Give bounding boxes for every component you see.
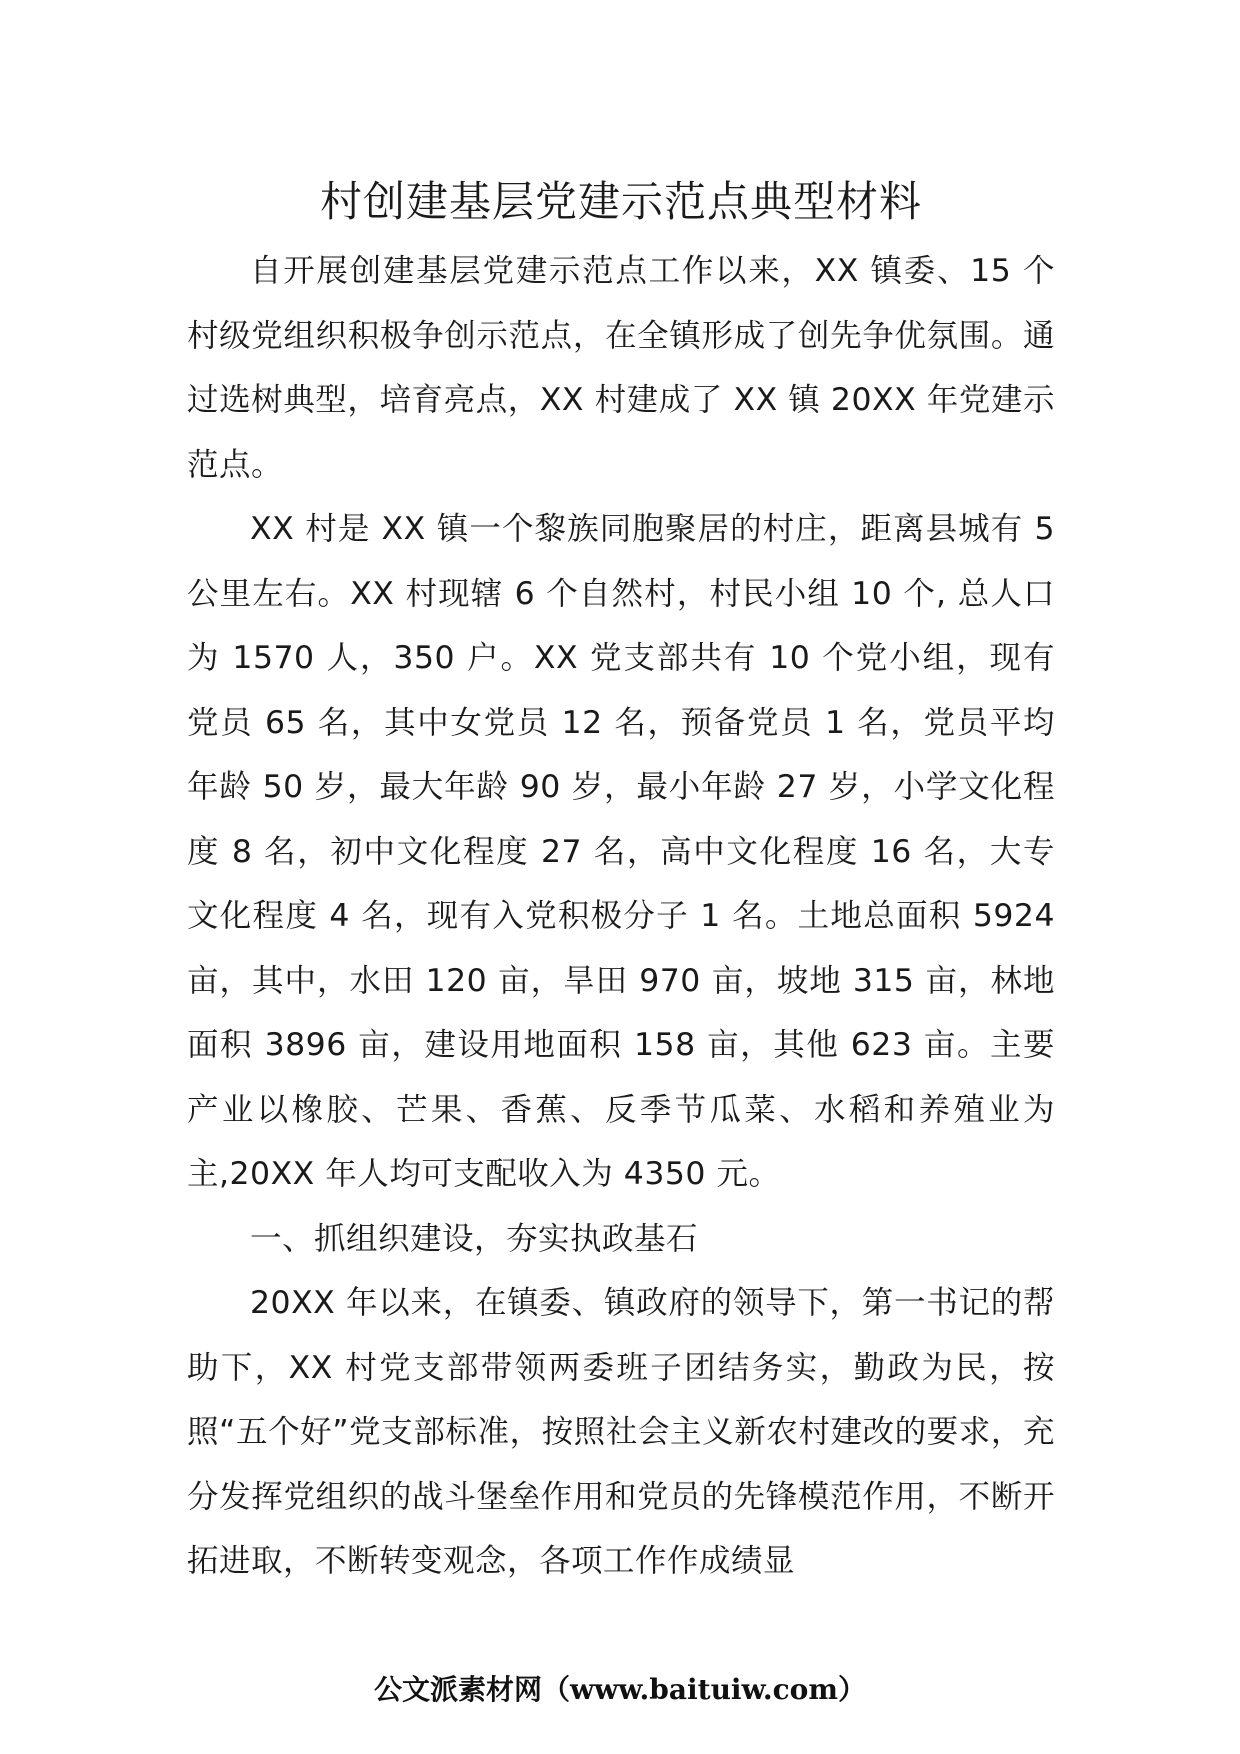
intro-paragraph: 自开展创建基层党建示范点工作以来，XX 镇委、15 个村级党组织积极争创示范点，在全镇形成了创先争优氛围。通过选树典型，培育亮点，XX 村建成了 XX 镇 20XX 年党建示范点。 bbox=[187, 253, 1055, 483]
village-overview-paragraph: XX 村是 XX 镇一个黎族同胞聚居的村庄，距离县城有 5 公里左右。XX 村现辖 6 个自然村，村民小组 10 个, 总人口为 1570 人，350 户。XX 党支部共有 10 个党小组，现有党员 65 名，其中女党员 12 名，预备党员 1 名，党员平均年龄 50 岁，最大年龄 90 岁，最小年龄 27 岁，小学文化程度 8 名，初中文化程度 27 名，高中文化程度 16 名，大专文化程度 4 名，现有入党积极分子 1 名。土地总面积 5924 亩，其中，水田 120 亩，旱田 970 亩，坡地 315 亩，林地面积 3896 亩，建设用地面积 158 亩，其他 623 亩。主要产业以橡胶、芒果、香蕉、反季节瓜菜、水稻和养殖业为主,20XX 年人均可支配收入为 4350 元。 bbox=[187, 511, 1055, 1192]
document-page bbox=[187, 165, 1055, 1594]
section-heading: 一、抓组织建设，夯实执政基石 bbox=[250, 1220, 699, 1257]
section-paragraph: 20XX 年以来，在镇委、镇政府的领导下，第一书记的帮助下，XX 村党支部带领两委班子团结务实，勤政为民，按照“五个好”党支部标准，按照社会主义新农村建改的要求，充分发挥党组织的战斗堡垒作用和党员的先锋模范作用，不断开拓进取，不断转变观念，各项工作作成绩显 bbox=[187, 1285, 1055, 1579]
document-title: 村创建基层党建示范点典型材料 bbox=[319, 177, 922, 226]
footer-watermark: 公文派素材网（www.baituiw.com） bbox=[374, 1673, 866, 1706]
